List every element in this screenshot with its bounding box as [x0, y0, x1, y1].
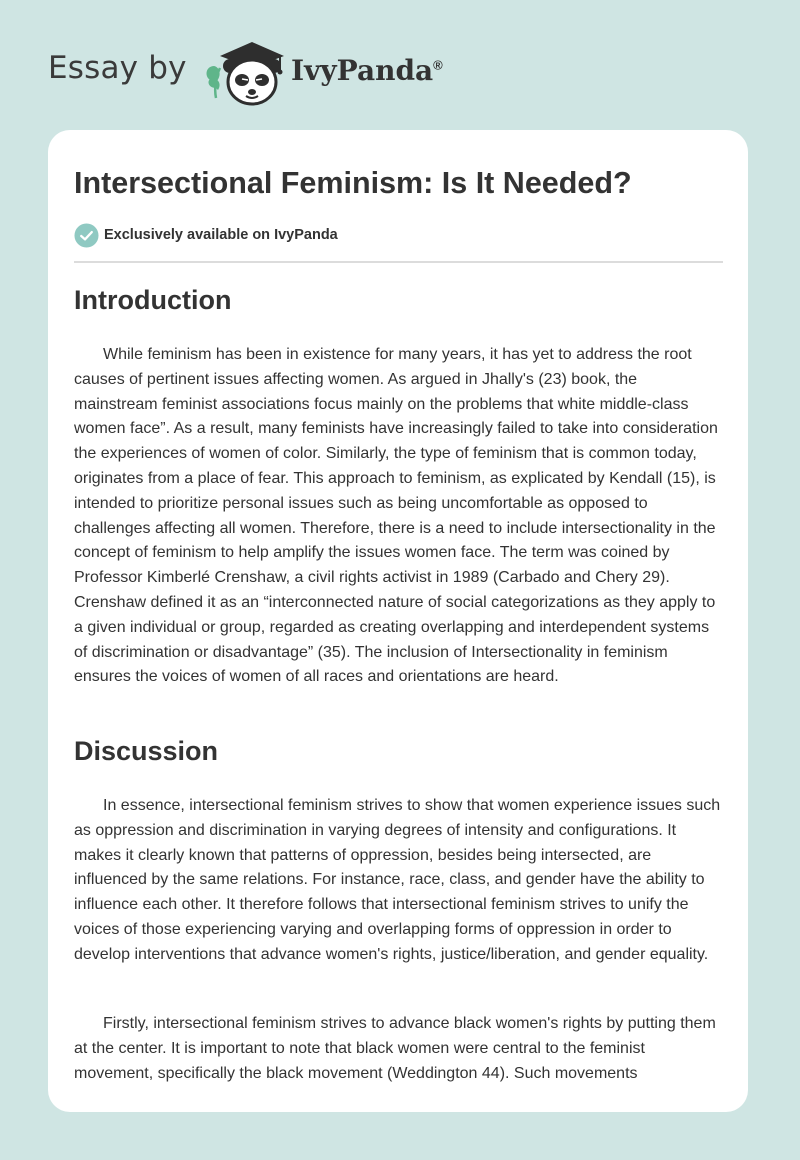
divider [74, 261, 723, 263]
brand-header[interactable] [48, 36, 508, 108]
brand-name: IvyPanda® [291, 54, 443, 87]
check-circle-icon [74, 223, 99, 248]
discussion-paragraph-1: In essence, intersectional feminism strives to show that women experience issues such as oppression and discrimination in varying degrees of intensity and configurations. It makes it clearly known that patterns of oppression, besides being intersected, are influenced by the same relations. For instance, race, class, and gender have the ability to influence each other. It therefore follows that intersectional feminism strives to unify the voices of those experiencing varying and overlapping forms of oppression in order to develop interventions that advance women's rights, justice/liberation, and gender equality. [74, 797, 721, 963]
panda-graduate-logo [202, 36, 286, 108]
brand-prefix: Essay by [48, 50, 187, 86]
exclusive-badge [74, 222, 338, 248]
badge-text: Exclusively available on IvyPanda [104, 227, 338, 243]
page-title: Intersectional Feminism: Is It Needed? [74, 166, 632, 200]
introduction-paragraph: While feminism has been in existence for many years, it has yet to address the root causes of pertinent issues affecting women. As argued in Jhally's (23) book, the mainstream feminist associations focus mainly on the problems that white middle-class women face”. As a result, many feminists have increasingly failed to take into consideration the experiences of women of color. Similarly, the type of feminism that is common today, originates from a place of fear. This approach to feminism, as explicated by Kendall (15), is intended to prioritize personal issues such as being uncomfortable as opposed to challenges affecting all women. Therefore, there is a need to include intersectionality in the concept of feminism to help amplify the issues women face. The term was coined by Professor Kimberlé Crenshaw, a civil rights activist in 1989 (Carbado and Chery 29). Crenshaw defined it as an “interconnected nature of social categorizations as they apply to a given individual or group, regarded as creating overlapping and interdependent systems of discrimination or disadvantage” (35). The inclusion of Intersectionality in feminism ensures the voices of women of all races and orientations are heard. [74, 346, 718, 686]
essay-card [48, 130, 748, 1112]
section-heading-discussion: Discussion [74, 736, 219, 766]
section-heading-introduction: Introduction [74, 285, 232, 315]
discussion-paragraph-2: Firstly, intersectional feminism strives to advance black women's rights by putting them at the center. It is important to note that black women were central to the feminist movement, specifically the black movement (Weddington 44). Such movements [74, 1015, 716, 1082]
